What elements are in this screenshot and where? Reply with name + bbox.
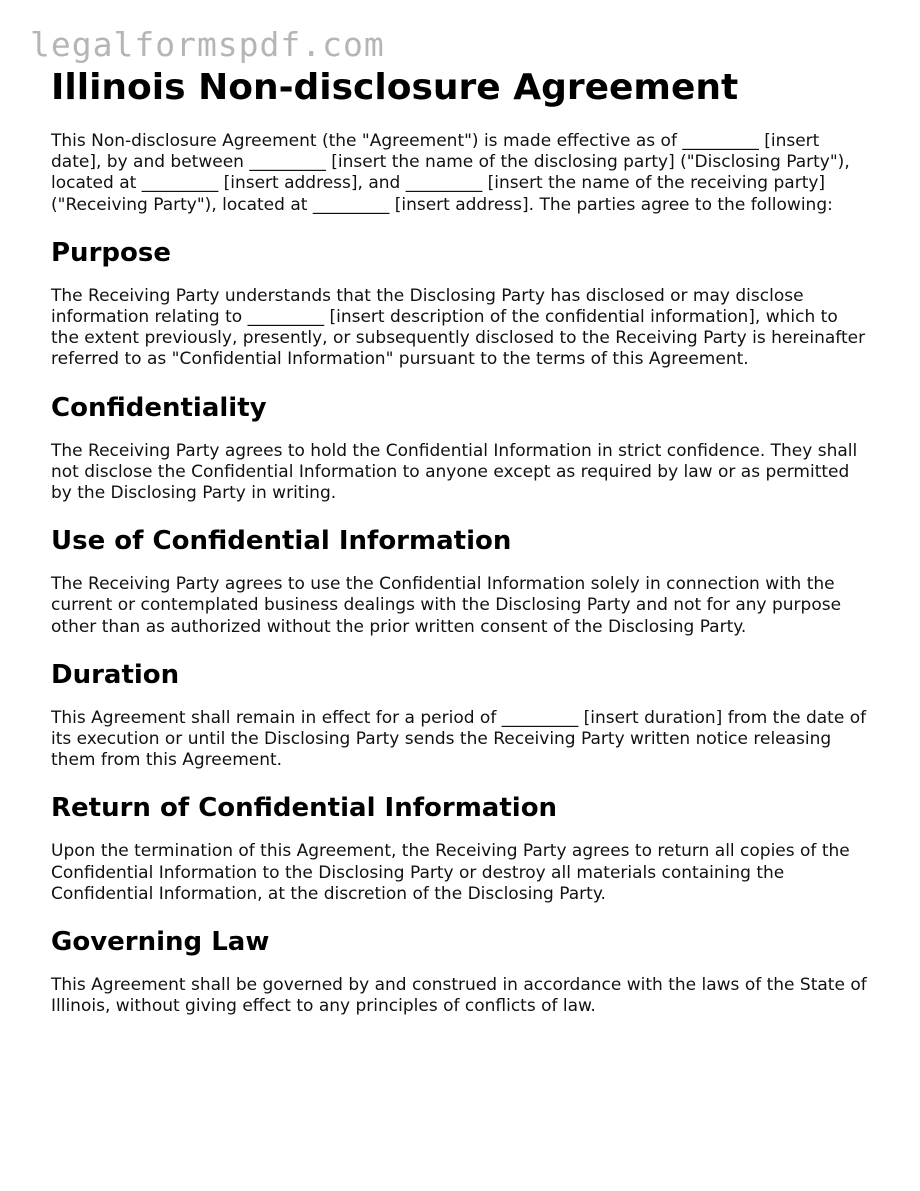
section-body-duration: This Agreement shall remain in effect for a period of _________ [insert duration] from the date of its execution or until the Disclosing Party sends the Receiving Party written notice releasing them from this Agreement. [51,707,867,771]
section-body-governing-law: This Agreement shall be governed by and construed in accordance with the laws of the State of Illinois, without giving effect to any principles of conflicts of law. [51,975,867,1017]
section-body-purpose: The Receiving Party understands that the Disclosing Party has disclosed or may disclose information relating to _________ [insert description of the confidential information], which to the extent previously, presently, or subsequently disclosed to the Receiving Party is hereinafter referred to as "Confidential Information" pursuant to the terms of this Agreement. [51,285,866,370]
section-body-use: The Receiving Party agrees to use the Confidential Information solely in connection with the current or contemplated business dealings with the Disclosing Party and not for any purpose other than as authorized without the prior written consent of the Disclosing Party. [51,574,842,637]
section-heading-confidentiality: Confidentiality [51,392,267,423]
section-heading-use: Use of Confidential Information [51,526,512,557]
section-heading-duration: Duration [51,659,180,690]
intro-paragraph: This Non-disclosure Agreement (the "Agreement") is made effective as of _________ [insert date], by and between _________ [insert the name of the disclosing party] ("Disclosing Party"), located at _________ [insert address], and _________ [insert the name of the receiving party] ("Receiving Party"), located at _________ [insert address]. The parties agree to the following: [51,131,850,215]
document-title: Illinois Non-disclosure Agreement [51,67,739,108]
section-body-confidentiality: The Receiving Party agrees to hold the Confidential Information in strict confidence. They shall not disclose the Confidential Information to anyone except as required by law or as permitted by the Disclosing Party in writing. [51,440,858,504]
section-heading-return: Return of Confidential Information [51,793,558,824]
section-body-return: Upon the termination of this Agreement, the Receiving Party agrees to return all copies of the Confidential Information to the Disclosing Party or destroy all materials containing the Confidential Information, at the discretion of the Disclosing Party. [51,841,850,904]
section-heading-purpose: Purpose [51,237,171,268]
document-page [51,66,871,1038]
site-watermark: legalformspdf.com [30,25,385,64]
section-heading-governing-law: Governing Law [51,927,270,958]
